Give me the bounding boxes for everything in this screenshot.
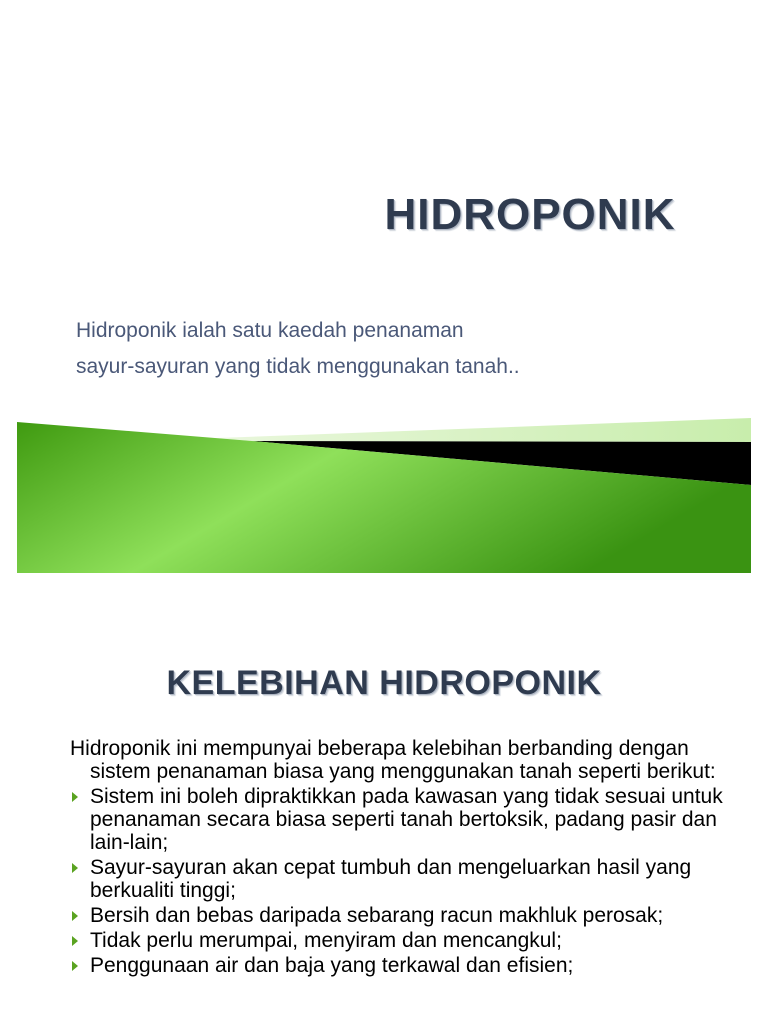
green-banner-decoration (17, 418, 751, 573)
list-item-text: Penggunaan air dan baja yang terkawal dan efisien; (90, 954, 574, 977)
slide-body (70, 737, 730, 977)
slide-title: KELEBIHAN HIDROPONIK (166, 664, 602, 702)
list-item (70, 929, 730, 952)
list-item (70, 904, 730, 927)
list-item-text: Tidak perlu merumpai, menyiram dan mencangkul; (90, 929, 562, 952)
slide-2 (0, 600, 768, 1024)
intro-paragraph: Hidroponik ini mempunyai beberapa kelebihan berbanding dengan sistem penanaman biasa yang menggunakan tanah seperti berikut: (70, 737, 716, 783)
slide-subtitle (76, 313, 696, 385)
triangle-right-icon (72, 911, 78, 921)
banner-light-band (217, 418, 751, 442)
list-item-text: Sayur-sayuran akan cepat tumbuh dan mengeluarkan hasil yang berkualiti tinggi; (90, 856, 692, 902)
list-item (70, 856, 730, 902)
triangle-right-icon (72, 961, 78, 971)
triangle-right-icon (72, 936, 78, 946)
triangle-right-icon (72, 863, 78, 873)
advantages-list (70, 785, 730, 977)
subtitle-line: Hidroponik ialah satu kaedah penanaman (76, 319, 464, 342)
list-item-text: Bersih dan bebas daripada sebarang racun makhluk perosak; (90, 904, 664, 927)
subtitle-line: sayur-sayuran yang tidak menggunakan tanah.. (76, 355, 520, 378)
list-item (70, 785, 730, 854)
triangle-right-icon (72, 792, 78, 802)
list-item (70, 954, 730, 977)
list-item-text: Sistem ini boleh dipraktikkan pada kawasan yang tidak sesuai untuk penanaman secara biasa seperti tanah bertoksik, padang pasir dan lain-lain; (90, 785, 723, 854)
slide-title: HIDROPONIK (384, 190, 676, 239)
